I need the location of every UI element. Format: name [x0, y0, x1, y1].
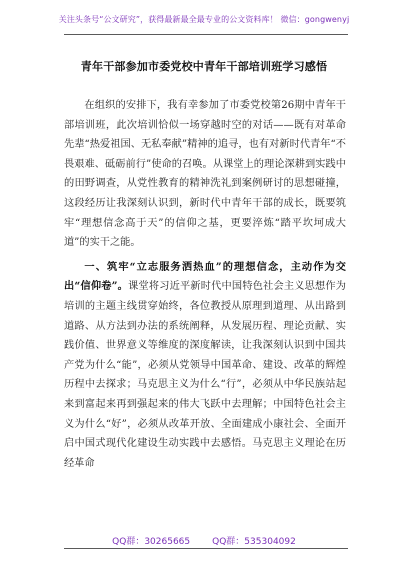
footer-divider — [64, 548, 348, 549]
document-title: 青年干部参加市委党校中青年干部培训班学习感悟 — [80, 60, 328, 73]
intro-paragraph: 在组织的安排下，我有幸参加了市委党校第26期中青年干部培训班，此次培训恰似一场穿越时空的对话——既有对革命先辈“热爱祖国、无私奉献”精神的追寻，也有对新时代青年“不畏艰难、砥砺前行”使命的召唤。从课堂上的理论深耕到实践中的田野调查，从党性教育的精神洗礼到案例研讨的思想碰撞，这段经历让我深刻认识到，新时代中青年干部的成长，既要筑牢“理想信念高于天”的信仰之基，更要淬炼“踏平坎坷成大道”的实干之能。 — [64, 100, 346, 249]
footer-contact — [0, 534, 408, 547]
footer-qq-group-1: QQ群：30265665 — [112, 537, 191, 547]
section-1-paragraph — [64, 258, 346, 474]
header-banner: 关注头条号“公文研究”，获得最新最全最专业的公文资料库！ 微信：gongwenyj — [58, 15, 350, 24]
header-divider — [64, 34, 348, 35]
document-body — [64, 96, 346, 473]
section-1-heading: 一、筑牢“立志服务洒热血”的理想信念，主动作为交出“信仰卷”。 — [64, 260, 346, 293]
footer-qq-group-2: QQ群：535304092 — [212, 537, 296, 547]
section-1-body: 课堂将习近平新时代中国特色社会主义思想作为培训的主题主线贯穿始终，各位教授从原理到道理、从出路到道路、从方法到办法的系统阐释，从发展历程、理论贡献、实践价值、世界意义等维度的深度解读，让我深刻认识到中国共产党为什么“能”，必须从党领导中国革命、建设、改革的辉煌历程中去探求；马克思主义为什么“行”，必须从中华民族站起来到富起来再到强起来的伟大飞跃中去理解；中国特色社会主义为什么“好”，必须从改革开放、全面建成小康社会、全面开启中国式现代化建设生动实践中去感悟。马克思主义理论在历经革命 — [64, 281, 346, 469]
